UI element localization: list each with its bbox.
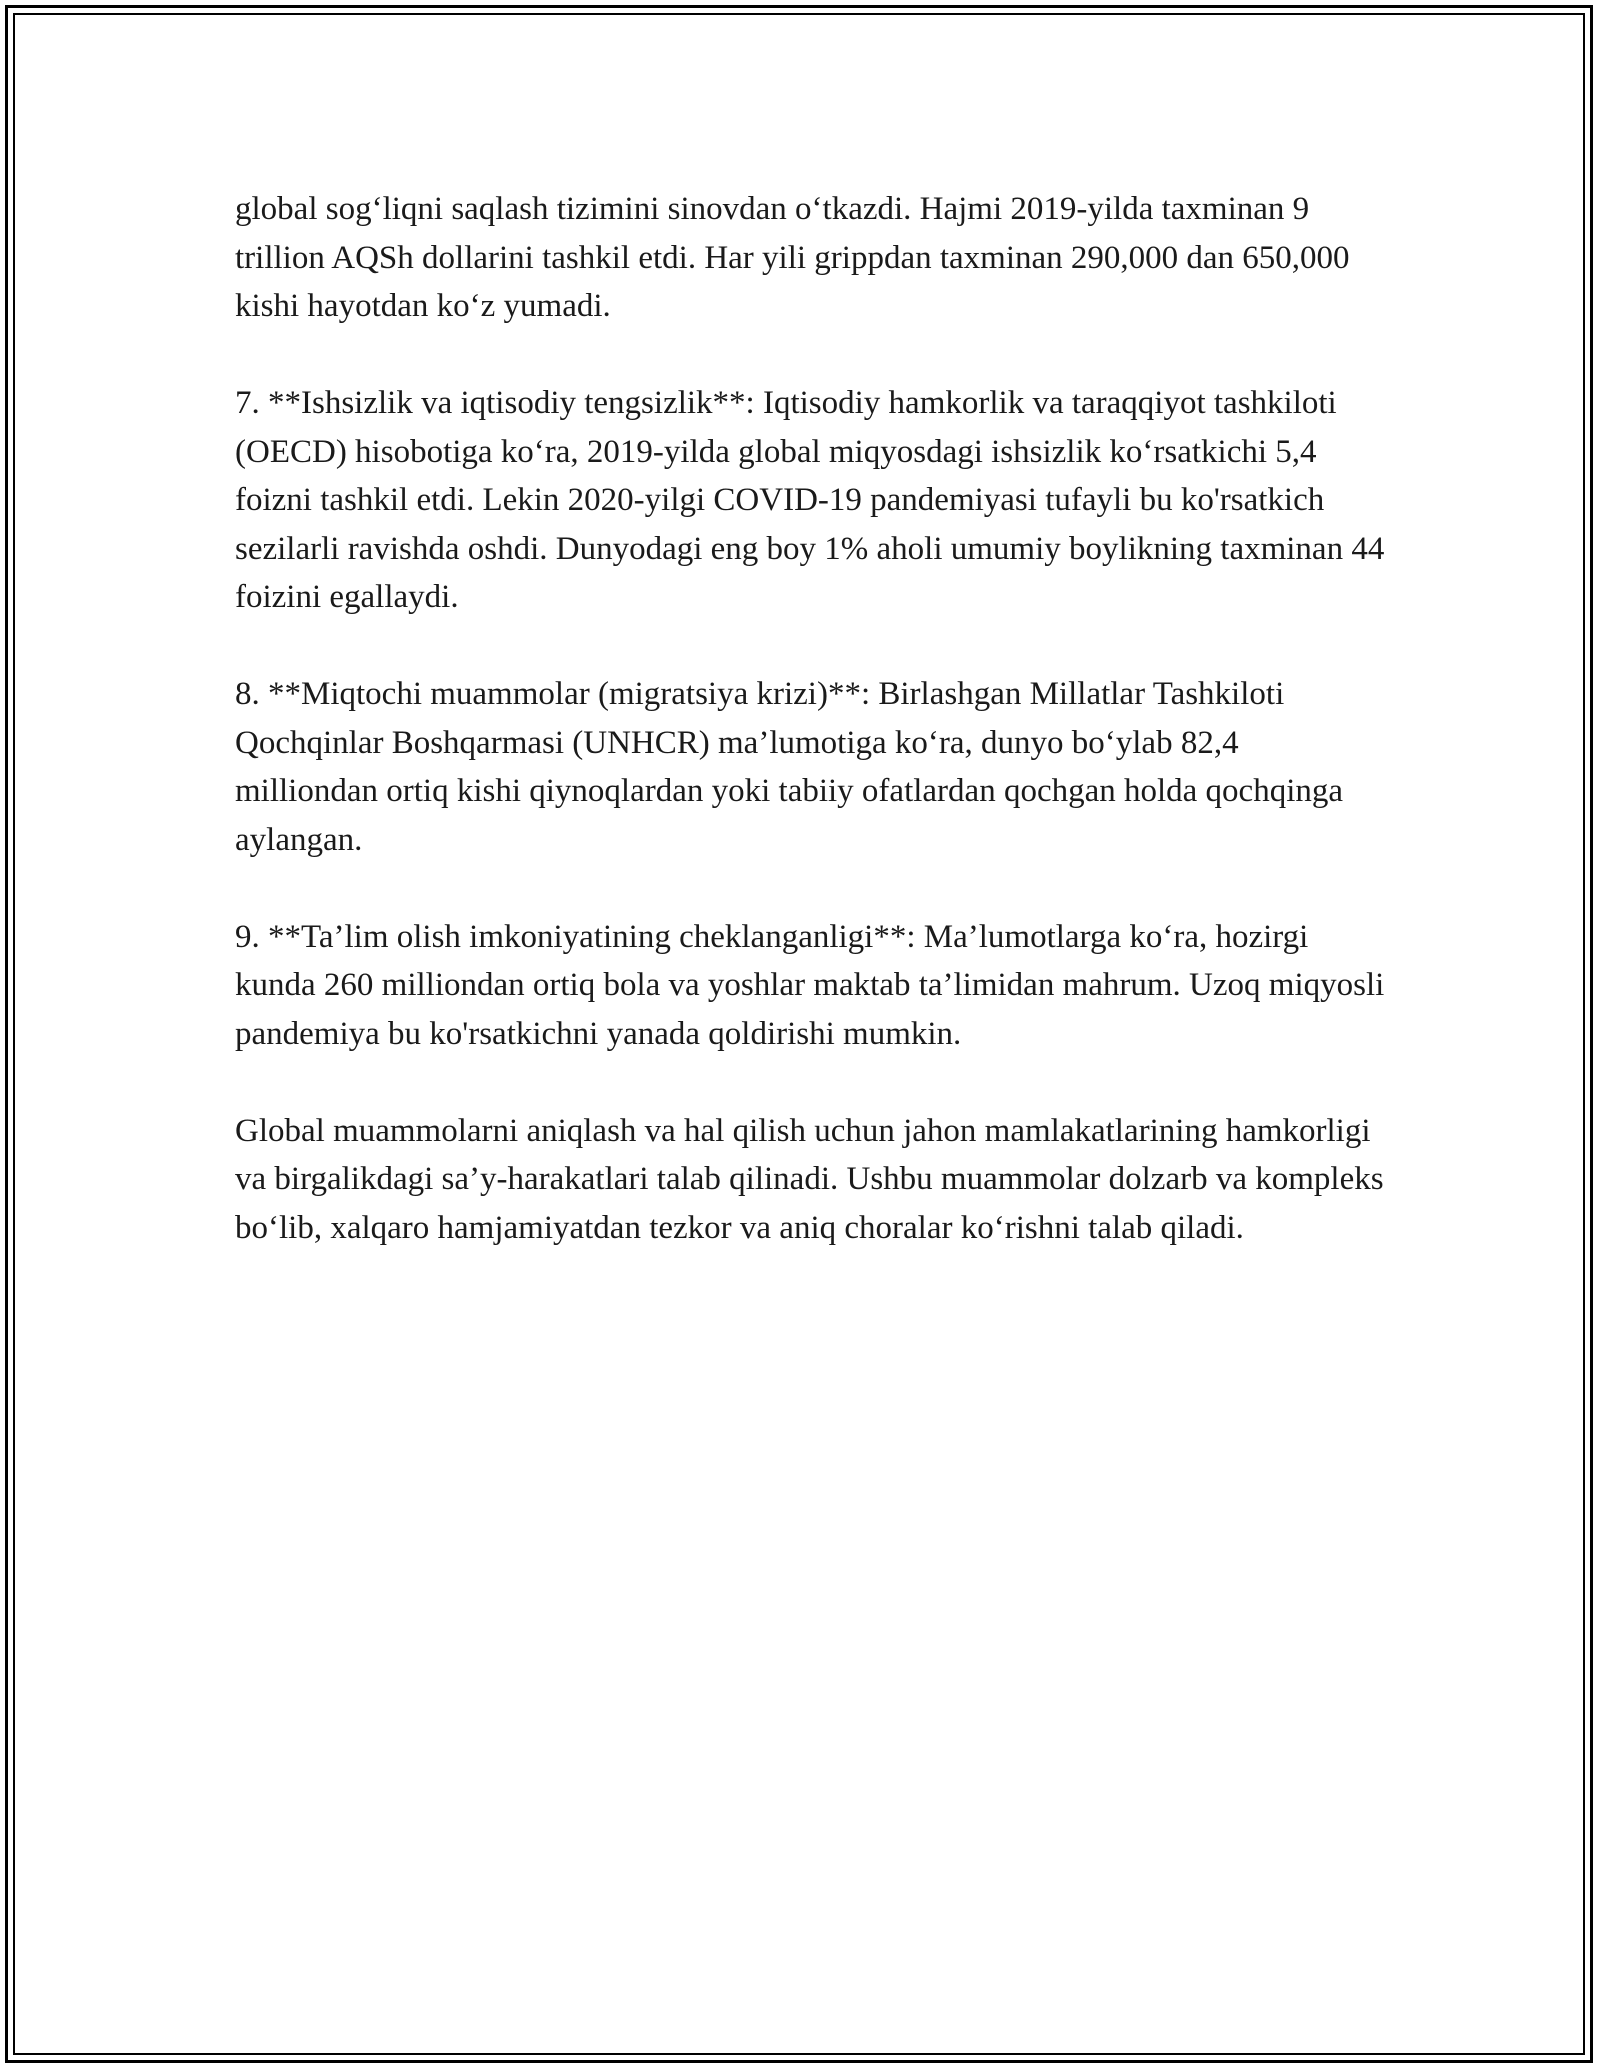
paragraph-healthcare-continued: global sog‘liqni saqlash tizimini sinovdan o‘tkazdi. Hajmi 2019-yilda taxminan 9 trillion AQSh dollarini tashkil etdi. Har yili grippdan taxminan 290,000 dan 650,000 kishi hayotdan ko‘z yumadi. bbox=[235, 191, 1350, 324]
paragraph-education-access: 9. **Ta’lim olish imkoniyatining cheklanganligi**: Ma’lumotlarga ko‘ra, hozirgi kunda 260 milliondan ortiq bola va yoshlar maktab ta’limidan mahrum. Uzoq miqyosli pandemiya bu ko'rsatkichni yanada qoldirishi mumkin. bbox=[235, 918, 1385, 1052]
paragraph-conclusion: Global muammolarni aniqlash va hal qilish uchun jahon mamlakatlarining hamkorligi va birgalikdagi sa’y-harakatlari talab qilinadi. Ushbu muammolar dolzarb va kompleks bo‘lib, xalqaro hamjamiyatdan tezkor va aniq choralar ko‘rishni talab qiladi. bbox=[235, 1112, 1384, 1246]
document-body bbox=[235, 185, 1385, 1301]
paragraph-migration-crisis: 8. **Miqtochi muammolar (migratsiya krizi)**: Birlashgan Millatlar Tashkiloti Qochqinlar Boshqarmasi (UNHCR) ma’lumotiga ko‘ra, dunyo bo‘ylab 82,4 milliondan ortiq kishi qiynoqlardan yoki tabiiy ofatlardan qochgan holda qochqinga aylangan. bbox=[235, 676, 1344, 858]
paragraph-unemployment-inequality: 7. **Ishsizlik va iqtisodiy tengsizlik**: Iqtisodiy hamkorlik va taraqqiyot tashkiloti (OECD) hisobotiga ko‘ra, 2019-yilda global miqyosdagi ishsizlik ko‘rsatkichi 5,4 foizni tashkil etdi. Lekin 2020-yilgi COVID-19 pandemiyasi tufayli bu ko'rsatkich sezilarli ravishda oshdi. Dunyodagi eng boy 1% aholi umumiy boylikning taxminan 44 foizini egallaydi. bbox=[235, 385, 1385, 615]
